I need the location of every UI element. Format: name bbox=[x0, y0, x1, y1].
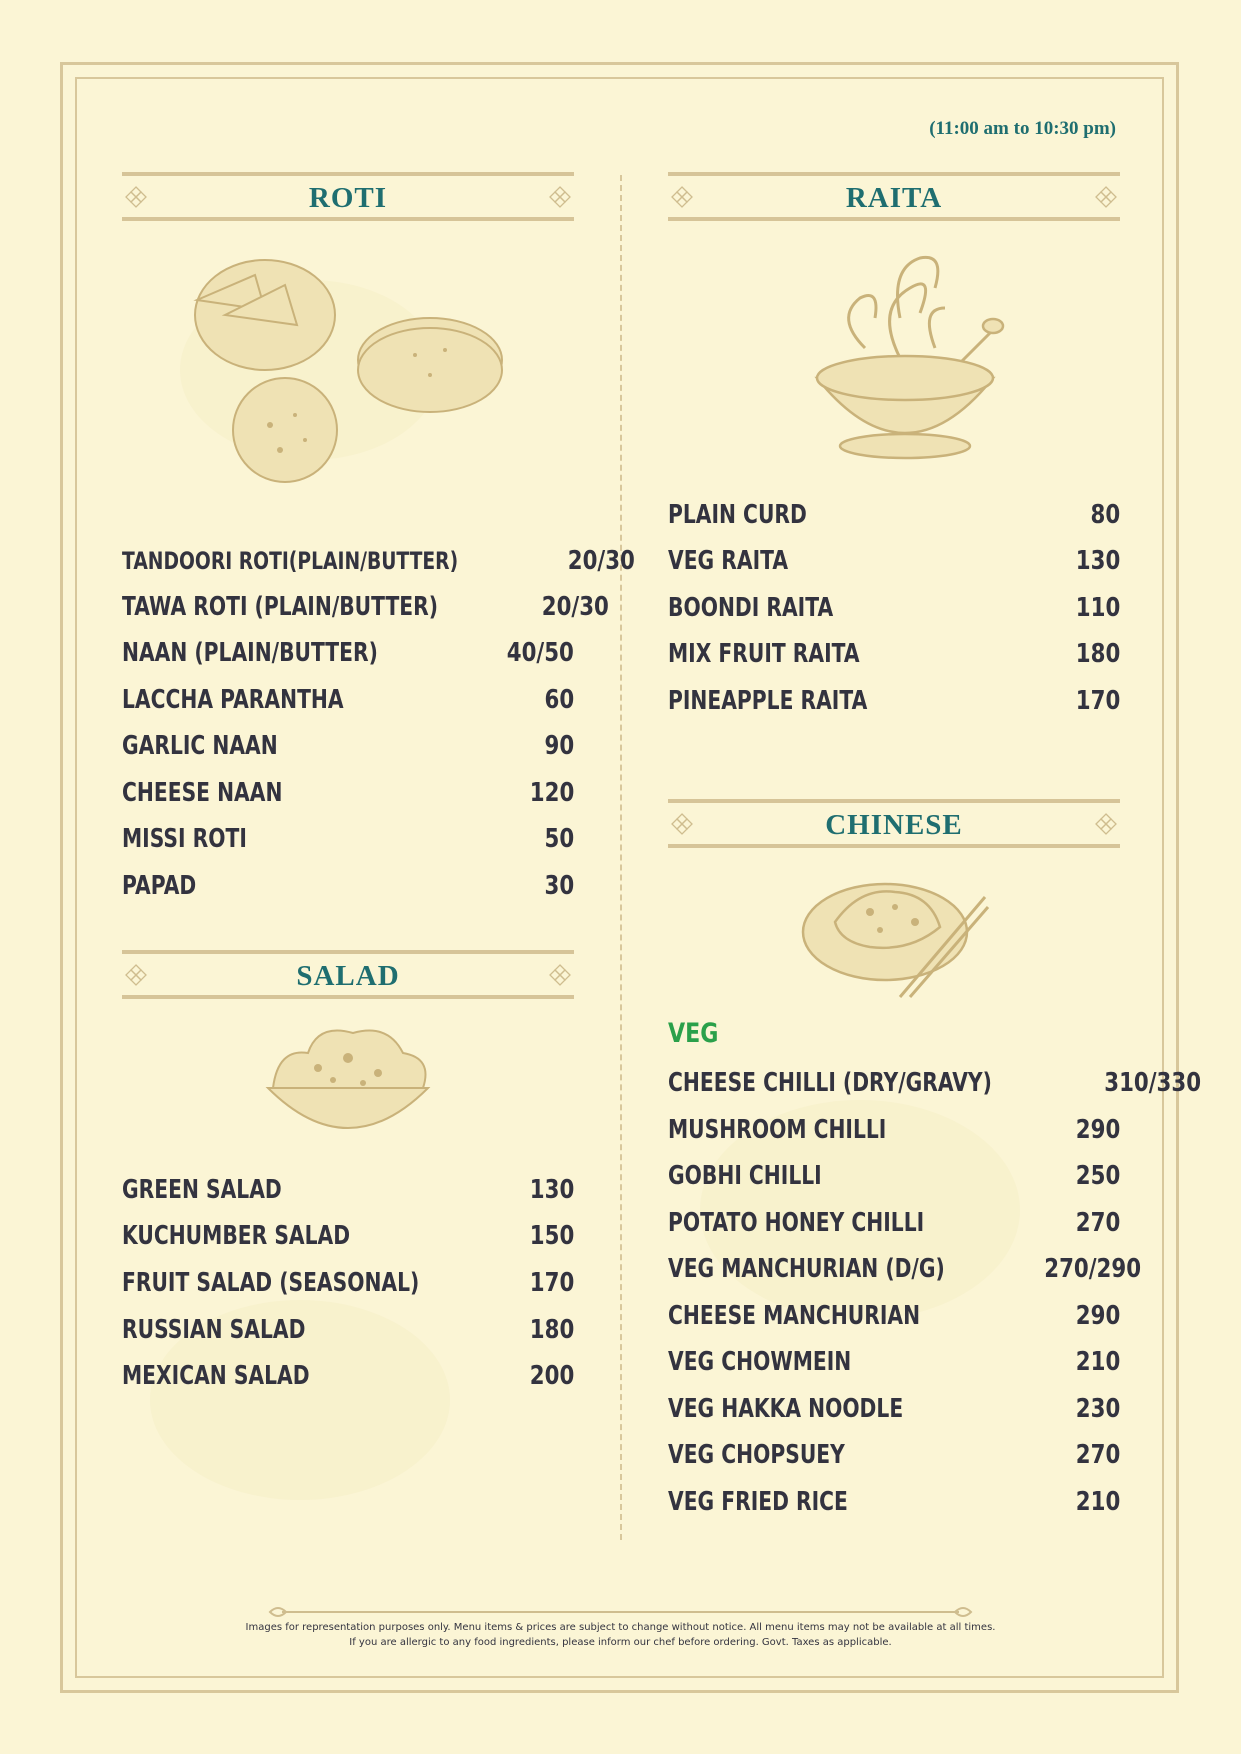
noodle-plate-illustration-icon bbox=[800, 872, 990, 1002]
item-price: 40/50 bbox=[506, 638, 574, 668]
item-price: 80 bbox=[1090, 500, 1120, 530]
item-name: CHEESE CHILLI (DRY/GRAVY) bbox=[668, 1068, 992, 1098]
item-price: 50 bbox=[544, 824, 574, 854]
diamond-ornament-icon bbox=[1094, 812, 1118, 836]
menu-item bbox=[668, 539, 1120, 583]
item-price: 30 bbox=[544, 871, 574, 901]
section-title-salad: SALAD bbox=[296, 960, 400, 992]
item-name: TAWA ROTI (PLAIN/BUTTER) bbox=[122, 592, 439, 622]
disclaimer bbox=[180, 1620, 1061, 1650]
menu-item bbox=[122, 864, 574, 908]
menu-item bbox=[122, 1261, 574, 1305]
item-price: 170 bbox=[529, 1268, 574, 1298]
section-header-raita bbox=[668, 172, 1120, 221]
menu-item bbox=[122, 771, 574, 815]
item-name: MUSHROOM CHILLI bbox=[668, 1115, 887, 1145]
item-price: 130 bbox=[529, 1175, 574, 1205]
item-name: PINEAPPLE RAITA bbox=[668, 686, 868, 716]
item-price: 270 bbox=[1075, 1440, 1120, 1470]
diamond-ornament-icon bbox=[548, 963, 572, 987]
item-price: 210 bbox=[1075, 1487, 1120, 1517]
flourish-right-icon bbox=[937, 1602, 973, 1622]
menu-item bbox=[668, 586, 1120, 630]
item-price: 120 bbox=[529, 778, 574, 808]
item-price: 150 bbox=[529, 1221, 574, 1251]
menu-item bbox=[122, 678, 574, 722]
item-name: POTATO HONEY CHILLI bbox=[668, 1208, 925, 1238]
item-name: VEG CHOPSUEY bbox=[668, 1440, 845, 1470]
item-name: LACCHA PARANTHA bbox=[122, 685, 344, 715]
item-price: 230 bbox=[1075, 1394, 1120, 1424]
menu-item bbox=[668, 1433, 1120, 1477]
salad-bowl-illustration-icon bbox=[258, 1018, 438, 1158]
item-price: 250 bbox=[1075, 1161, 1120, 1191]
menu-item bbox=[668, 1247, 1141, 1291]
menu-item bbox=[668, 1154, 1120, 1198]
opening-hours: (11:00 am to 10:30 pm) bbox=[929, 118, 1116, 139]
item-price: 60 bbox=[544, 685, 574, 715]
menu-item bbox=[668, 1108, 1120, 1152]
column-divider bbox=[620, 175, 622, 1540]
item-name: VEG CHOWMEIN bbox=[668, 1347, 852, 1377]
item-price: 310/330 bbox=[1104, 1068, 1202, 1098]
menu-item bbox=[668, 1061, 1202, 1105]
item-price: 130 bbox=[1075, 546, 1120, 576]
item-name: VEG MANCHURIAN (D/G) bbox=[668, 1254, 945, 1284]
item-price: 180 bbox=[1075, 639, 1120, 669]
footer-divider bbox=[282, 1611, 959, 1613]
item-name: KUCHUMBER SALAD bbox=[122, 1221, 351, 1251]
menu-item bbox=[122, 817, 574, 861]
section-header-chinese bbox=[668, 799, 1120, 848]
item-name: CHEESE MANCHURIAN bbox=[668, 1301, 921, 1331]
item-name: PLAIN CURD bbox=[668, 500, 807, 530]
item-price: 270 bbox=[1075, 1208, 1120, 1238]
menu-item bbox=[668, 1480, 1120, 1524]
menu-item bbox=[668, 632, 1120, 676]
item-price: 20/30 bbox=[541, 592, 610, 622]
item-name: VEG FRIED RICE bbox=[668, 1487, 848, 1517]
item-name: GARLIC NAAN bbox=[122, 731, 278, 761]
menu-item bbox=[122, 1214, 574, 1258]
menu-item bbox=[668, 679, 1120, 723]
veg-subheading: VEG bbox=[668, 1018, 719, 1049]
item-name: NAAN (PLAIN/BUTTER) bbox=[122, 638, 378, 668]
menu-item bbox=[122, 1168, 574, 1212]
diamond-ornament-icon bbox=[1094, 185, 1118, 209]
item-name: CHEESE NAAN bbox=[122, 778, 283, 808]
menu-item bbox=[122, 1354, 574, 1398]
item-price: 290 bbox=[1075, 1301, 1120, 1331]
item-price: 290 bbox=[1075, 1115, 1120, 1145]
item-price: 170 bbox=[1075, 686, 1120, 716]
item-name: RUSSIAN SALAD bbox=[122, 1315, 306, 1345]
section-title-raita: RAITA bbox=[845, 182, 943, 214]
item-price: 20/30 bbox=[567, 546, 635, 576]
disclaimer-line-2: If you are allergic to any food ingredients, please inform our chef before ordering. Govt. Taxes as applicable. bbox=[349, 1637, 892, 1648]
menu-item bbox=[668, 1294, 1120, 1338]
item-price: 200 bbox=[529, 1361, 574, 1391]
menu-item bbox=[122, 1308, 574, 1352]
menu-item bbox=[668, 1387, 1120, 1431]
section-header-salad bbox=[122, 950, 574, 999]
section-header-roti bbox=[122, 172, 574, 221]
item-name: MIX FRUIT RAITA bbox=[668, 639, 860, 669]
item-name: VEG RAITA bbox=[668, 546, 789, 576]
item-name: MEXICAN SALAD bbox=[122, 1361, 310, 1391]
item-name: VEG HAKKA NOODLE bbox=[668, 1394, 904, 1424]
menu-item bbox=[122, 724, 574, 768]
menu-item bbox=[122, 631, 574, 675]
raita-bowl-illustration-icon bbox=[805, 248, 1010, 470]
disclaimer-line-1: Images for representation purposes only. Menu items & prices are subject to change without notice. All menu items may not be available at all times. bbox=[245, 1622, 996, 1633]
section-title-chinese: CHINESE bbox=[825, 809, 963, 841]
menu-item bbox=[668, 1201, 1120, 1245]
diamond-ornament-icon bbox=[548, 185, 572, 209]
item-price: 90 bbox=[544, 731, 574, 761]
section-title-roti: ROTI bbox=[308, 182, 388, 214]
menu-item bbox=[668, 1340, 1120, 1384]
item-name: GREEN SALAD bbox=[122, 1175, 282, 1205]
item-price: 270/290 bbox=[1044, 1254, 1141, 1284]
item-name: GOBHI CHILLI bbox=[668, 1161, 822, 1191]
item-name: PAPAD bbox=[122, 871, 197, 901]
menu-item bbox=[668, 493, 1120, 537]
menu-item bbox=[122, 539, 635, 583]
item-name: FRUIT SALAD (SEASONAL) bbox=[122, 1268, 420, 1298]
item-name: MISSI ROTI bbox=[122, 824, 247, 854]
item-name: BOONDI RAITA bbox=[668, 593, 834, 623]
item-price: 210 bbox=[1075, 1347, 1120, 1377]
menu-item bbox=[122, 585, 610, 629]
item-price: 180 bbox=[529, 1315, 574, 1345]
item-price: 110 bbox=[1075, 593, 1120, 623]
item-name: TANDOORI ROTI(PLAIN/BUTTER) bbox=[122, 547, 459, 575]
roti-illustration-icon bbox=[185, 255, 505, 505]
